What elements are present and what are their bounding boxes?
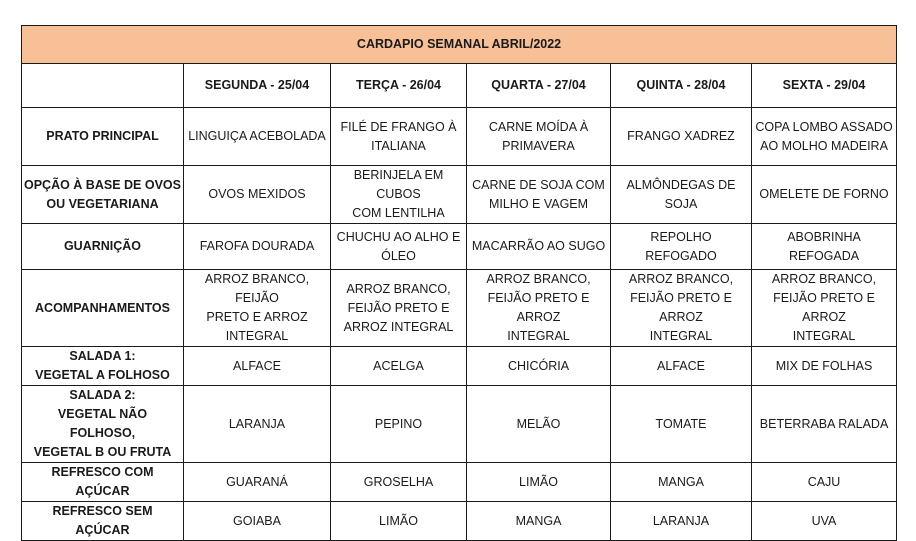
menu-cell-wednesday: [467, 386, 611, 463]
row-label-line: VEGETAL NÃO FOLHOSO,: [57, 407, 148, 440]
menu-cell-line: REFOGADA: [788, 248, 860, 263]
menu-cell-line: LARANJA: [652, 513, 710, 528]
menu-cell-tuesday: [331, 224, 467, 270]
menu-cell-monday: [184, 270, 331, 347]
menu-cell-line: ALFACE: [233, 358, 281, 373]
menu-cell-thursday: [611, 108, 752, 166]
menu-cell-line: BETERRABA RALADA: [759, 416, 889, 431]
menu-cell-line: COM LENTILHA: [352, 206, 445, 220]
menu-cell-tuesday: [331, 463, 467, 502]
menu-cell-line: BERINJELA EM CUBOS: [353, 168, 444, 201]
menu-cell-line: FAROFA DOURADA: [199, 239, 315, 253]
menu-cell-line: ITALIANA: [371, 138, 426, 153]
menu-cell-line: AO MOLHO MADEIRA: [760, 138, 888, 153]
menu-row-refresco-sem-acucar: [22, 502, 897, 541]
menu-cell-line: GOIABA: [233, 513, 281, 528]
menu-cell-line: MANGA: [658, 474, 704, 489]
row-label: [22, 166, 184, 224]
menu-cell-line: FILÉ DE FRANGO À: [340, 119, 457, 134]
menu-cell-monday: [184, 386, 331, 463]
menu-cell-thursday: [611, 347, 752, 386]
row-label: [22, 347, 184, 386]
row-label: [22, 108, 184, 166]
corner-cell: [22, 64, 184, 108]
menu-cell-line: CHUCHU AO ALHO E: [336, 229, 461, 244]
menu-cell-line: FEIJÃO PRETO E: [347, 300, 450, 315]
menu-cell-line: INTEGRAL: [507, 329, 570, 343]
menu-cell-line: ALFACE: [657, 358, 705, 373]
menu-cell-wednesday: [467, 463, 611, 502]
menu-cell-line: ARROZ INTEGRAL: [343, 319, 454, 334]
menu-cell-line: PRIMAVERA: [502, 138, 575, 153]
menu-cell-friday: [752, 108, 897, 166]
menu-cell-line: INTEGRAL: [225, 329, 289, 343]
menu-cell-thursday: [611, 463, 752, 502]
menu-cell-line: FEIJÃO PRETO E ARROZ: [773, 291, 875, 324]
menu-cell-line: GROSELHA: [363, 474, 434, 489]
menu-row-refresco-com-acucar: [22, 463, 897, 502]
menu-cell-line: TOMATE: [655, 416, 707, 431]
menu-cell-friday: [752, 386, 897, 463]
day-header-thursday: QUINTA - 28/04: [611, 64, 752, 108]
menu-cell-wednesday: [467, 502, 611, 541]
title-row: [22, 26, 897, 64]
menu-cell-wednesday: [467, 270, 611, 347]
menu-cell-line: CHICÓRIA: [507, 358, 570, 373]
weekly-menu-table: [21, 25, 897, 541]
menu-cell-line: ARROZ BRANCO,: [486, 272, 591, 286]
menu-cell-line: ACELGA: [373, 358, 424, 373]
menu-cell-monday: [184, 502, 331, 541]
menu-cell-wednesday: [467, 166, 611, 224]
menu-cell-monday: [184, 224, 331, 270]
menu-cell-line: ALMÔNDEGAS DE: [626, 177, 736, 192]
row-label-line: REFRESCO COM AÇÚCAR: [51, 465, 154, 498]
menu-cell-tuesday: [331, 502, 467, 541]
menu-cell-monday: [184, 463, 331, 502]
menu-cell-tuesday: [331, 270, 467, 347]
menu-row-prato-principal: [22, 108, 897, 166]
menu-cell-line: MILHO E VAGEM: [488, 196, 589, 211]
row-label-line: VEGETAL B OU FRUTA: [33, 445, 172, 459]
menu-cell-line: FRANGO XADREZ: [627, 129, 735, 143]
menu-cell-thursday: [611, 270, 752, 347]
menu-cell-thursday: [611, 502, 752, 541]
menu-cell-line: OMELETE DE FORNO: [759, 187, 889, 201]
row-label: [22, 463, 184, 502]
row-label-line: REFRESCO SEM AÇÚCAR: [52, 504, 153, 537]
row-label: [22, 502, 184, 541]
menu-cell-line: MIX DE FOLHAS: [775, 358, 873, 373]
menu-cell-thursday: [611, 224, 752, 270]
row-label-line: ACOMPANHAMENTOS: [35, 300, 170, 315]
menu-cell-line: ARROZ BRANCO, FEIJÃO: [204, 272, 310, 305]
menu-cell-line: ÓLEO: [381, 248, 416, 263]
menu-cell-line: INTEGRAL: [792, 329, 856, 343]
menu-cell-friday: [752, 502, 897, 541]
row-label: [22, 386, 184, 463]
day-header-monday: SEGUNDA - 25/04: [184, 64, 331, 108]
menu-row-salada-2: [22, 386, 897, 463]
menu-row-acompanhamentos: [22, 270, 897, 347]
menu-cell-tuesday: [331, 166, 467, 224]
menu-row-salada-1: [22, 347, 897, 386]
menu-cell-line: FEIJÃO PRETO E ARROZ: [487, 291, 590, 324]
menu-cell-line: INTEGRAL: [649, 329, 713, 343]
menu-cell-friday: [752, 270, 897, 347]
menu-cell-line: ARROZ BRANCO,: [771, 272, 877, 286]
menu-cell-line: UVA: [811, 513, 837, 528]
menu-cell-line: SOJA: [664, 196, 698, 211]
menu-cell-line: GUARANÁ: [226, 474, 288, 489]
menu-cell-line: CAJU: [807, 474, 841, 489]
menu-cell-line: MELÃO: [516, 416, 561, 431]
menu-cell-friday: [752, 224, 897, 270]
menu-cell-line: LIMÃO: [519, 474, 558, 489]
row-label-line: OPÇÃO À BASE DE OVOS: [24, 177, 181, 192]
menu-cell-line: PEPINO: [374, 416, 423, 431]
menu-cell-line: MANGA: [515, 513, 562, 528]
menu-cell-tuesday: [331, 108, 467, 166]
menu-cell-line: COPA LOMBO ASSADO: [755, 119, 893, 134]
menu-cell-line: LIMÃO: [379, 513, 418, 528]
row-label-line: OU VEGETARIANA: [46, 196, 159, 211]
menu-cell-line: LARANJA: [228, 416, 286, 431]
menu-cell-thursday: [611, 386, 752, 463]
row-label-line: SALADA 1:: [69, 349, 136, 363]
menu-cell-line: PRETO E ARROZ: [206, 310, 308, 324]
menu-cell-line: ARROZ BRANCO,: [346, 281, 451, 296]
menu-cell-friday: [752, 166, 897, 224]
menu-cell-friday: [752, 463, 897, 502]
menu-row-opcao-vegetariana: [22, 166, 897, 224]
day-header-tuesday: TERÇA - 26/04: [331, 64, 467, 108]
menu-cell-tuesday: [331, 386, 467, 463]
row-label-line: PRATO PRINCIPAL: [46, 129, 159, 143]
menu-cell-line: FEIJÃO PRETO E ARROZ: [630, 291, 732, 324]
row-label-line: SALADA 2:: [69, 388, 136, 402]
menu-cell-friday: [752, 347, 897, 386]
menu-cell-line: CARNE DE SOJA COM: [472, 177, 605, 192]
menu-cell-line: OVOS MEXIDOS: [208, 187, 306, 201]
menu-cell-line: REPOLHO REFOGADO: [645, 229, 717, 263]
menu-cell-monday: [184, 166, 331, 224]
day-header-wednesday: QUARTA - 27/04: [467, 64, 611, 108]
menu-cell-line: MACARRÃO AO SUGO: [471, 239, 606, 253]
row-label: [22, 224, 184, 270]
row-label-line: VEGETAL A FOLHOSO: [35, 368, 170, 382]
menu-cell-line: LINGUIÇA ACEBOLADA: [188, 129, 326, 143]
row-label-line: GUARNIÇÃO: [63, 239, 142, 253]
menu-title: CARDAPIO SEMANAL ABRIL/2022: [22, 26, 897, 64]
menu-cell-wednesday: [467, 347, 611, 386]
row-label: [22, 270, 184, 347]
menu-cell-line: CARNE MOÍDA À: [488, 119, 589, 134]
menu-cell-tuesday: [331, 347, 467, 386]
menu-cell-wednesday: [467, 108, 611, 166]
menu-cell-line: ARROZ BRANCO,: [628, 272, 734, 286]
menu-cell-monday: [184, 347, 331, 386]
menu-cell-thursday: [611, 166, 752, 224]
day-header-friday: SEXTA - 29/04: [752, 64, 897, 108]
menu-cell-monday: [184, 108, 331, 166]
menu-cell-line: ABOBRINHA: [787, 229, 861, 244]
menu-cell-wednesday: [467, 224, 611, 270]
day-header-row: [22, 64, 897, 108]
menu-row-guarnicao: [22, 224, 897, 270]
